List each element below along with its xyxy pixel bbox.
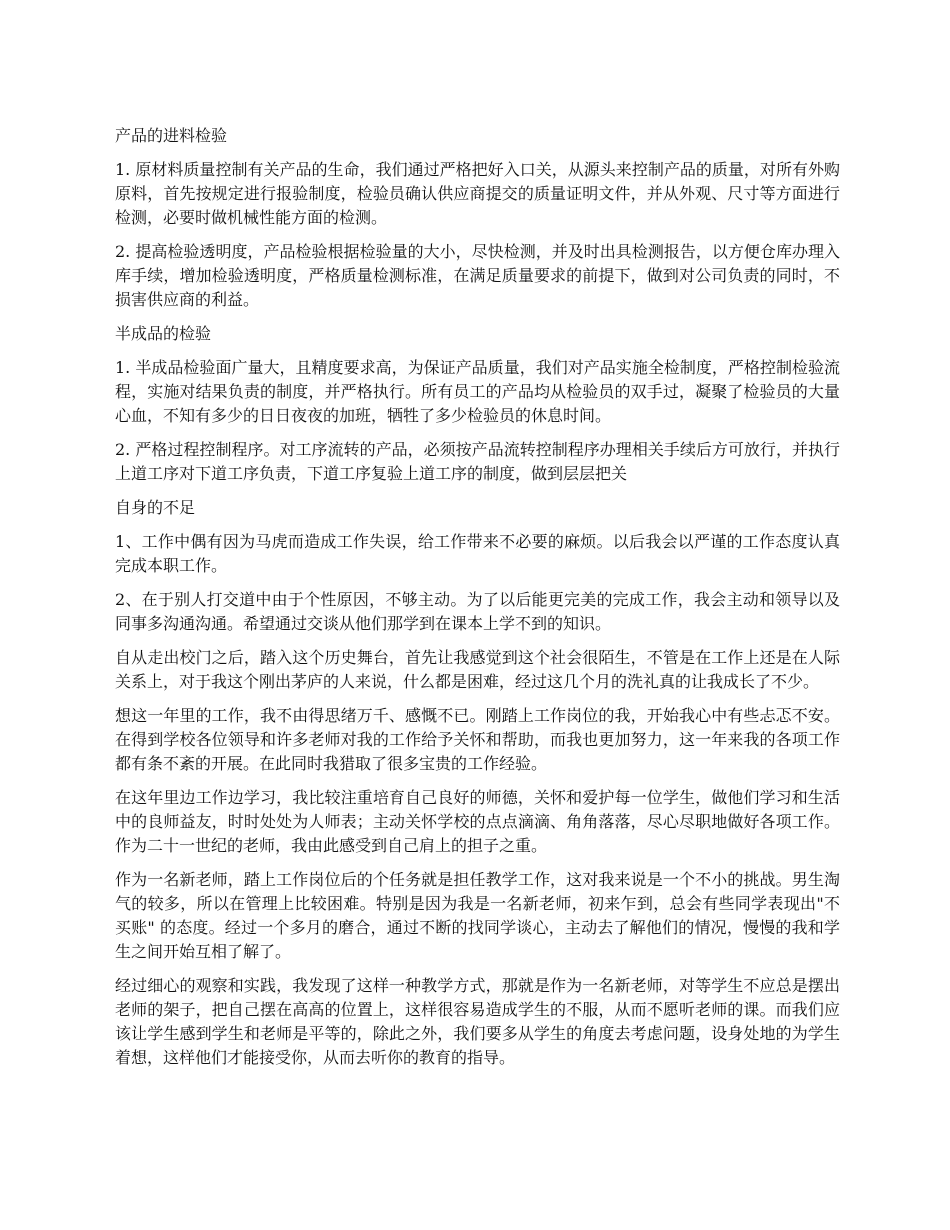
document-page xyxy=(115,124,840,1080)
paragraph-leaving-school: 自从走出校门之后，踏入这个历史舞台，首先让我感觉到这个社会很陌生，不管是在工作上还是在人际关系上，对于我这个刚出茅庐的人来说，什么都是困难，经过这几个月的洗礼真的让我成长了不少。 xyxy=(115,648,840,691)
paragraph-shortcoming-1: 1、工作中偶有因为马虎而造成工作失误，给工作带来不必要的麻烦。以后我会以严谨的工作态度认真完成本职工作。 xyxy=(115,532,840,575)
section-heading-incoming-inspection: 产品的进料检验 xyxy=(115,126,228,145)
section-heading-semi-finished-inspection: 半成品的检验 xyxy=(115,324,212,343)
section-heading-shortcomings: 自身的不足 xyxy=(115,498,196,517)
paragraph-shortcoming-2: 2、在于别人打交道中由于个性原因，不够主动。为了以后能更完美的完成工作，我会主动和领导以及同事多沟通沟通。希望通过交谈从他们那学到在课本上学不到的知识。 xyxy=(115,590,840,633)
paragraph-semi-finished-full-inspection: 1. 半成品检验面广量大，且精度要求高，为保证产品质量，我们对产品实施全检制度，严格控制检验流程，实施对结果负责的制度，并严格执行。所有员工的产品均从检验员的双手过，凝聚了检验员的大量心血，不知有多少的日日夜夜的加班，牺牲了多少检验员的休息时间。 xyxy=(115,358,840,425)
paragraph-process-control: 2. 严格过程控制程序。对工序流转的产品，必须按产品流转控制程序办理相关手续后方可放行，并执行上道工序对下道工序负责，下道工序复验上道工序的制度，做到层层把关 xyxy=(115,440,840,483)
paragraph-inspection-transparency: 2. 提高检验透明度，产品检验根据检验量的大小，尽快检测，并及时出具检测报告，以方便仓库办理入库手续，增加检验透明度，严格质量检测标准，在满足质量要求的前提下，做到对公司负责的同时，不损害供应商的利益。 xyxy=(115,242,840,309)
paragraph-new-teacher-challenge: 作为一名新老师，踏上工作岗位后的个任务就是担任教学工作，这对我来说是一个不小的挑战。男生淘气的较多，所以在管理上比较困难。特别是因为我是一名新老师，初来乍到，总会有些同学表现出"不买账" 的态度。经过一个多月的磨合，通过不断的找同学谈心，主动去了解他们的情况，慢慢的我和学生之间开始互相了解了。 xyxy=(115,870,840,961)
paragraph-raw-material-control: 1. 原材料质量控制有关产品的生命，我们通过严格把好入口关，从源头来控制产品的质量，对所有外购原料，首先按规定进行报验制度，检验员确认供应商提交的质量证明文件，并从外观、尺寸等方面进行检测，必要时做机械性能方面的检测。 xyxy=(115,160,840,227)
paragraph-teacher-ethics: 在这年里边工作边学习，我比较注重培育自己良好的师德，关怀和爱护每一位学生，做他们学习和生活中的良师益友，时时处处为人师表；主动关怀学校的点点滴滴、角角落落，尽心尽职地做好各项工作。作为二十一世纪的老师，我由此感受到自己肩上的担子之重。 xyxy=(115,788,840,855)
paragraph-teaching-method: 经过细心的观察和实践，我发现了这样一种教学方式，那就是作为一名新老师，对等学生不应总是摆出老师的架子，把自己摆在高高的位置上，这样很容易造成学生的不服，从而不愿听老师的课。而我们应该让学生感到学生和老师是平等的，除此之外，我们要多从学生的角度去考虑问题，设身处地的为学生着想，这样他们才能接受你，从而去听你的教育的指导。 xyxy=(115,976,840,1067)
paragraph-year-reflection: 想这一年里的工作，我不由得思绪万千、感慨不已。刚踏上工作岗位的我，开始我心中有些忐忑不安。在得到学校各位领导和许多老师对我的工作给予关怀和帮助，而我也更加努力，这一年来我的各项工作都有条不紊的开展。在此同时我猎取了很多宝贵的工作经验。 xyxy=(115,706,840,773)
